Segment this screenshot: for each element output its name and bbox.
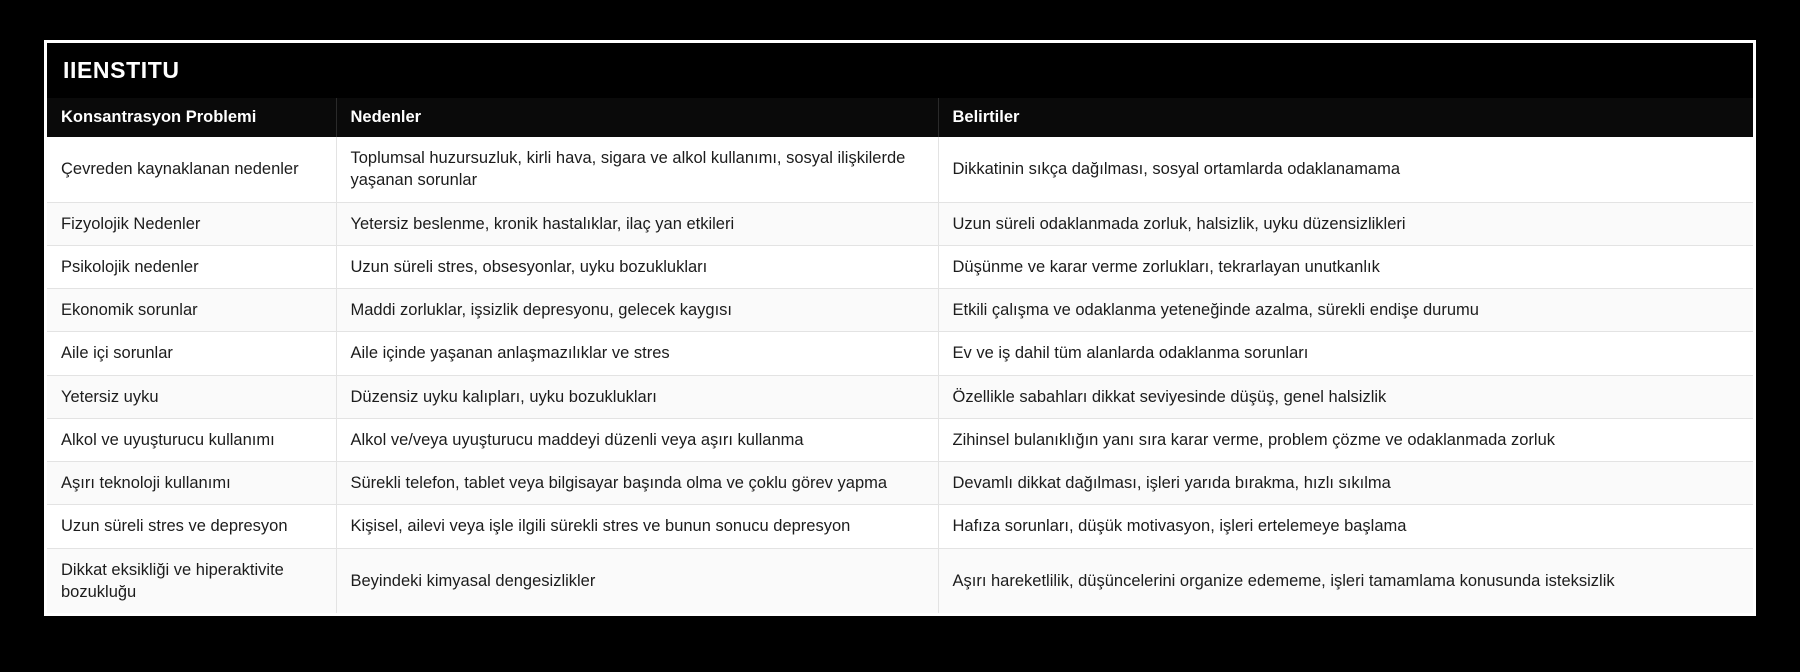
table-row bbox=[47, 245, 1753, 288]
cell-symptoms: Devamlı dikkat dağılması, işleri yarıda bırakma, hızlı sıkılma bbox=[938, 462, 1753, 505]
cell-problem: Uzun süreli stres ve depresyon bbox=[47, 505, 336, 548]
cell-problem: Psikolojik nedenler bbox=[47, 245, 336, 288]
cell-causes: Beyindeki kimyasal dengesizlikler bbox=[336, 548, 938, 613]
column-header-causes: Nedenler bbox=[336, 98, 938, 137]
cell-problem: Aile içi sorunlar bbox=[47, 332, 336, 375]
table-row bbox=[47, 462, 1753, 505]
cell-problem: Çevreden kaynaklanan nedenler bbox=[47, 137, 336, 202]
cell-problem: Fizyolojik Nedenler bbox=[47, 202, 336, 245]
infographic-card bbox=[44, 40, 1756, 616]
table-row bbox=[47, 332, 1753, 375]
cell-symptoms: Etkili çalışma ve odaklanma yeteneğinde azalma, sürekli endişe durumu bbox=[938, 289, 1753, 332]
table-row bbox=[47, 202, 1753, 245]
cell-causes: Yetersiz beslenme, kronik hastalıklar, ilaç yan etkileri bbox=[336, 202, 938, 245]
cell-problem: Alkol ve uyuşturucu kullanımı bbox=[47, 418, 336, 461]
cell-causes: Alkol ve/veya uyuşturucu maddeyi düzenli veya aşırı kullanma bbox=[336, 418, 938, 461]
cell-problem: Ekonomik sorunlar bbox=[47, 289, 336, 332]
cell-causes: Uzun süreli stres, obsesyonlar, uyku bozuklukları bbox=[336, 245, 938, 288]
table-row bbox=[47, 289, 1753, 332]
comparison-table bbox=[47, 98, 1753, 613]
cell-causes: Kişisel, ailevi veya işle ilgili sürekli stres ve bunun sonucu depresyon bbox=[336, 505, 938, 548]
brand-title: IIENSTITU bbox=[63, 57, 180, 83]
table-row bbox=[47, 375, 1753, 418]
cell-symptoms: Özellikle sabahları dikkat seviyesinde düşüş, genel halsizlik bbox=[938, 375, 1753, 418]
cell-causes: Maddi zorluklar, işsizlik depresyonu, gelecek kaygısı bbox=[336, 289, 938, 332]
brand-bar bbox=[47, 43, 1753, 98]
cell-symptoms: Ev ve iş dahil tüm alanlarda odaklanma sorunları bbox=[938, 332, 1753, 375]
cell-symptoms: Uzun süreli odaklanmada zorluk, halsizlik, uyku düzensizlikleri bbox=[938, 202, 1753, 245]
cell-causes: Toplumsal huzursuzluk, kirli hava, sigara ve alkol kullanımı, sosyal ilişkilerde yaşanan sorunlar bbox=[336, 137, 938, 202]
cell-causes: Sürekli telefon, tablet veya bilgisayar başında olma ve çoklu görev yapma bbox=[336, 462, 938, 505]
cell-problem: Aşırı teknoloji kullanımı bbox=[47, 462, 336, 505]
table-row bbox=[47, 505, 1753, 548]
cell-symptoms: Zihinsel bulanıklığın yanı sıra karar verme, problem çözme ve odaklanmada zorluk bbox=[938, 418, 1753, 461]
column-header-problem: Konsantrasyon Problemi bbox=[47, 98, 336, 137]
cell-symptoms: Düşünme ve karar verme zorlukları, tekrarlayan unutkanlık bbox=[938, 245, 1753, 288]
table-body bbox=[47, 137, 1753, 613]
table-header-row bbox=[47, 98, 1753, 137]
column-header-symptoms: Belirtiler bbox=[938, 98, 1753, 137]
cell-causes: Aile içinde yaşanan anlaşmazılıklar ve stres bbox=[336, 332, 938, 375]
cell-symptoms: Aşırı hareketlilik, düşüncelerini organize edememe, işleri tamamlama konusunda isteksizlik bbox=[938, 548, 1753, 613]
cell-problem: Dikkat eksikliği ve hiperaktivite bozukluğu bbox=[47, 548, 336, 613]
table-row bbox=[47, 418, 1753, 461]
cell-symptoms: Dikkatinin sıkça dağılması, sosyal ortamlarda odaklanamama bbox=[938, 137, 1753, 202]
table-row bbox=[47, 548, 1753, 613]
cell-causes: Düzensiz uyku kalıpları, uyku bozuklukları bbox=[336, 375, 938, 418]
cell-symptoms: Hafıza sorunları, düşük motivasyon, işleri ertelemeye başlama bbox=[938, 505, 1753, 548]
table-header bbox=[47, 98, 1753, 137]
cell-problem: Yetersiz uyku bbox=[47, 375, 336, 418]
table-row bbox=[47, 137, 1753, 202]
